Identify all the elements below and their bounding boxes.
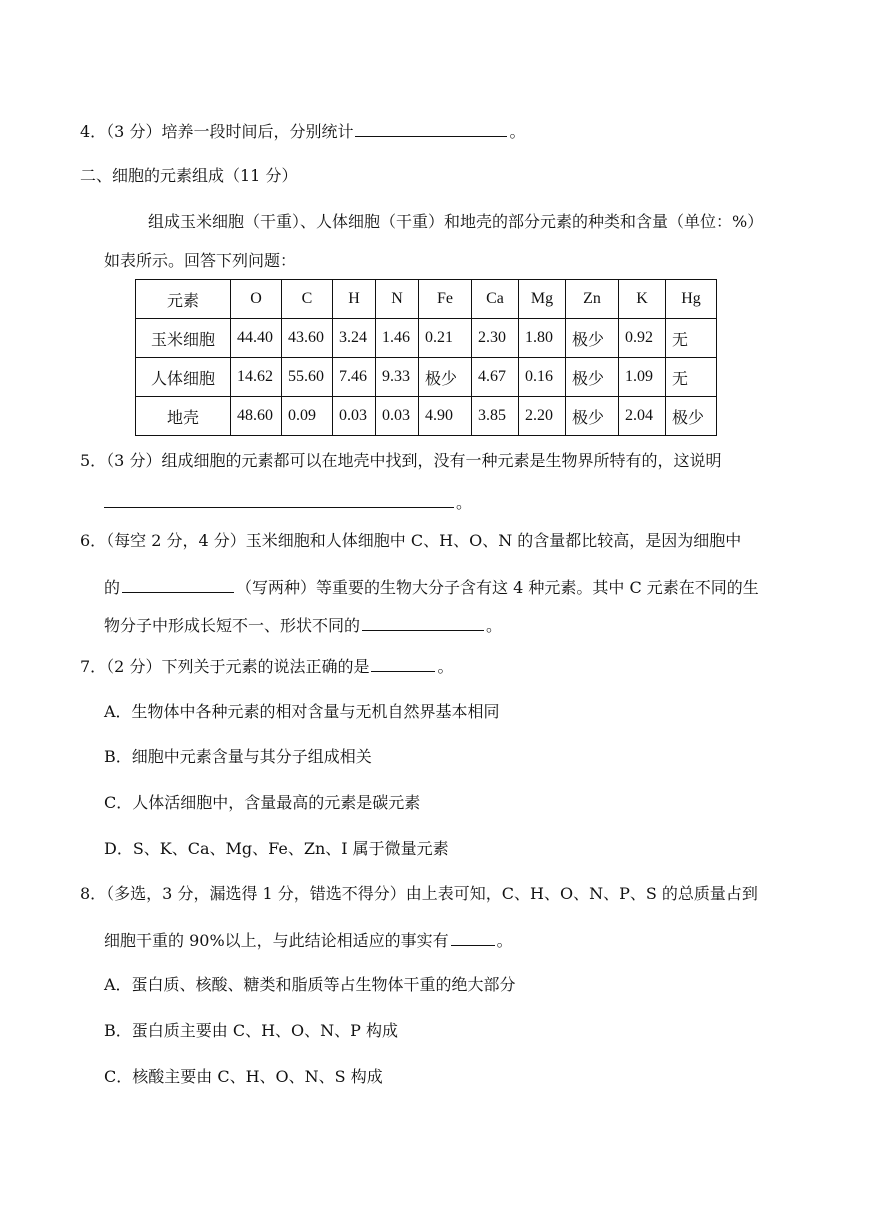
table-cell: 极少 [566,358,619,397]
section-title: 二、细胞的元素组成（11 分） [80,166,298,185]
table-cell: 0.03 [376,397,419,436]
element-table [135,279,717,436]
question-6-line-2: 的 （写两种）等重要的生物大分子含有这 4 种元素。其中 C 元素在不同的生 [104,578,759,597]
answer-blank [355,120,507,137]
table-cell: 3.24 [333,319,376,358]
answer-blank [104,491,454,508]
question-8-line-2: 细胞干重的 90%以上，与此结论相适应的事实有 。 [104,931,513,950]
table-header-cell: 元素 [136,280,231,319]
table-cell: 无 [666,319,717,358]
question-4-text: 4．（3 分）培养一段时间后，分别统计 [80,122,354,141]
table-header-cell: Hg [666,280,717,319]
table-cell: 0.03 [333,397,376,436]
question-6: 6．（每空 2 分，4 分）玉米细胞和人体细胞中 C、H、O、N 的含量都比较高，是因为细胞中 [80,531,742,550]
table-cell: 2.20 [519,397,566,436]
table-cell: 极少 [566,319,619,358]
table-cell: 0.16 [519,358,566,397]
table-cell: 极少 [419,358,472,397]
question-5-blank-line: 。 [104,491,472,514]
table-cell: 2.04 [619,397,666,436]
option-a: A．生物体中各种元素的相对含量与无机自然界基本相同 [104,702,500,721]
table-cell: 1.09 [619,358,666,397]
table-cell: 55.60 [282,358,333,397]
table-header-cell: Fe [419,280,472,319]
question-6-line-3: 物分子中形成长短不一、形状不同的 。 [104,616,503,635]
table-cell: 4.90 [419,397,472,436]
answer-blank [122,576,234,593]
table-cell: 4.67 [472,358,519,397]
option-d: D．S、K、Ca、Mg、Fe、Zn、I 属于微量元素 [104,839,449,858]
question-5: 5．（3 分）组成细胞的元素都可以在地壳中找到，没有一种元素是生物界所特有的，这说明 [80,451,722,470]
table-cell: 1.46 [376,319,419,358]
table-header-cell: Zn [566,280,619,319]
table-header-cell: Ca [472,280,519,319]
table-cell: 44.40 [231,319,282,358]
intro-line-2: 如表所示。回答下列问题： [104,251,297,270]
table-cell: 2.30 [472,319,519,358]
table-cell: 地壳 [136,397,231,436]
table-cell: 9.33 [376,358,419,397]
table-cell: 3.85 [472,397,519,436]
answer-blank [362,614,484,631]
table-header-row [136,280,717,319]
table-cell: 人体细胞 [136,358,231,397]
question-4: 4．（3 分）培养一段时间后，分别统计 。 [80,122,526,141]
table-row [136,397,717,436]
table-header-cell: N [376,280,419,319]
table-cell: 0.09 [282,397,333,436]
table-cell: 48.60 [231,397,282,436]
option-c: C．人体活细胞中，含量最高的元素是碳元素 [104,793,421,812]
table-cell: 0.21 [419,319,472,358]
question-8: 8．（多选，3 分，漏选得 1 分，错选不得分）由上表可知，C、H、O、N、P、S 的总质量占到 [80,884,758,903]
option-c: C．核酸主要由 C、H、O、N、S 构成 [104,1067,383,1086]
option-b: B．蛋白质主要由 C、H、O、N、P 构成 [104,1021,399,1040]
table-header-cell: Mg [519,280,566,319]
table-cell: 极少 [566,397,619,436]
table-cell: 43.60 [282,319,333,358]
table-cell: 无 [666,358,717,397]
table-header-cell: O [231,280,282,319]
table-cell: 0.92 [619,319,666,358]
intro-line-1: 组成玉米细胞（干重）、人体细胞（干重）和地壳的部分元素的种类和含量（单位：%） [148,212,764,231]
answer-blank [371,655,435,672]
table-cell: 14.62 [231,358,282,397]
table-header-cell: K [619,280,666,319]
question-7: 7．（2 分）下列关于元素的说法正确的是 。 [80,657,454,676]
table-header-cell: C [282,280,333,319]
option-a: A．蛋白质、核酸、糖类和脂质等占生物体干重的绝大部分 [104,975,516,994]
table-header-cell: H [333,280,376,319]
table-row [136,319,717,358]
table-row [136,358,717,397]
table-cell: 极少 [666,397,717,436]
table-cell: 玉米细胞 [136,319,231,358]
option-b: B．细胞中元素含量与其分子组成相关 [104,747,372,766]
table-cell: 7.46 [333,358,376,397]
answer-blank [451,929,495,946]
table-cell: 1.80 [519,319,566,358]
